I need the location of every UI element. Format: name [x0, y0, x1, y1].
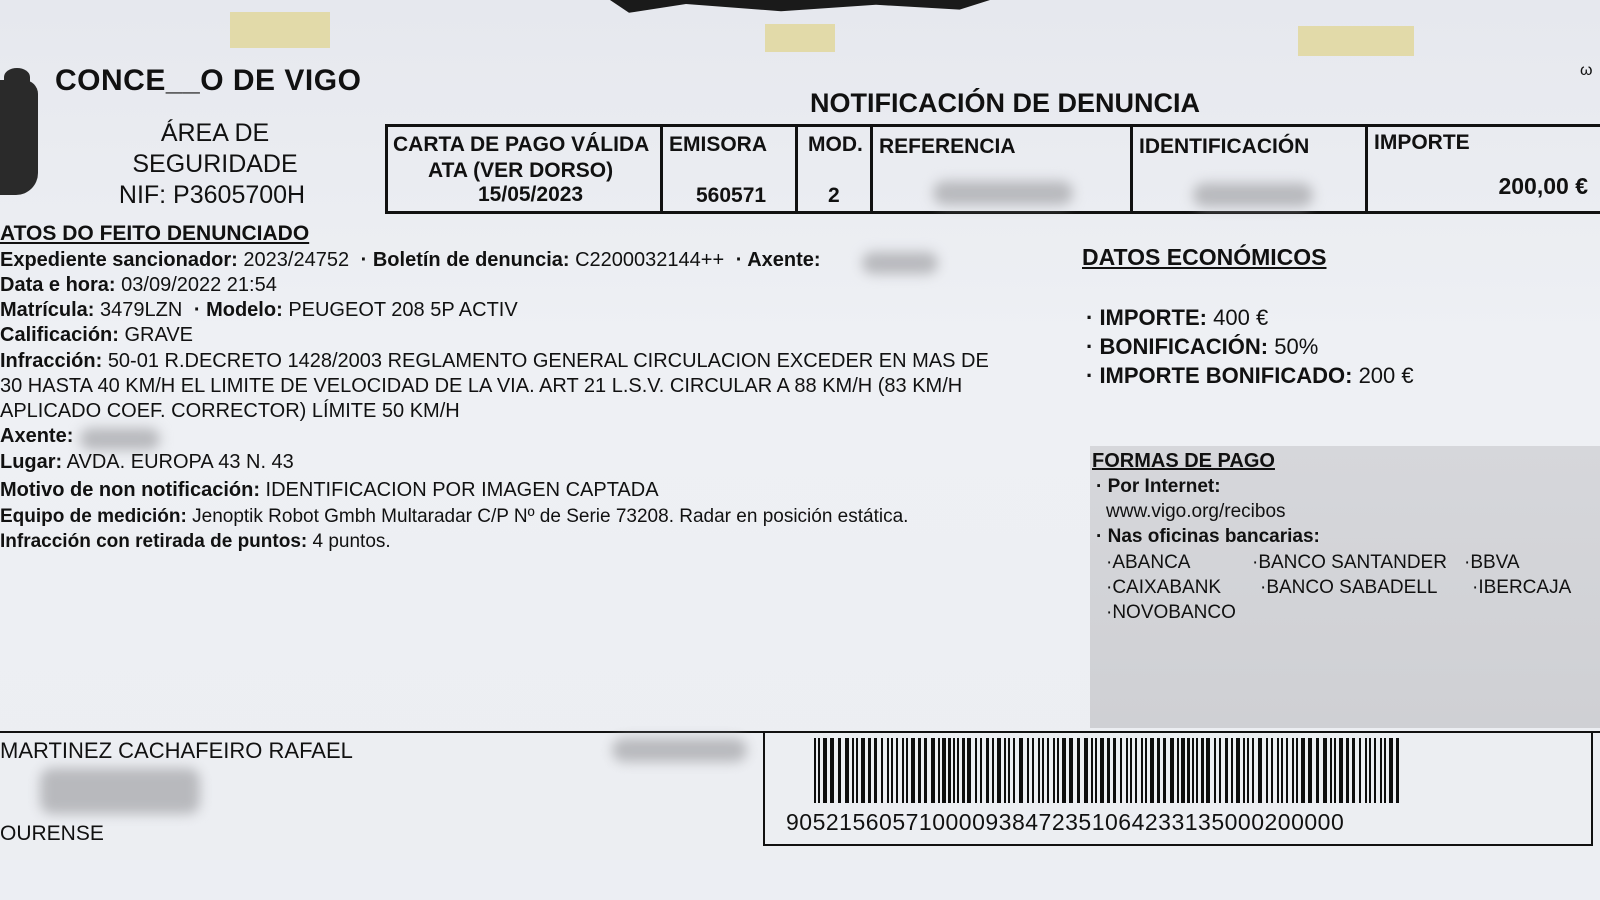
- barcode-bar: [861, 738, 865, 803]
- calificacion-value: GRAVE: [124, 324, 194, 346]
- barcode-bar: [1130, 738, 1132, 803]
- corner-mark: ω: [1580, 62, 1593, 79]
- barcode-bar: [1296, 738, 1298, 803]
- barcode-bar: [1292, 738, 1294, 803]
- barcode-bar: [874, 738, 877, 803]
- barcode-bar: [1206, 738, 1210, 803]
- payment-header-table: [385, 124, 1600, 214]
- barcode-bar: [1013, 738, 1015, 803]
- barcode-bar: [1214, 738, 1216, 803]
- barcode-bar: [852, 738, 854, 803]
- axente-label: Axente:: [0, 425, 74, 447]
- calificacion-row: [0, 324, 193, 347]
- barcode-bar: [918, 738, 921, 803]
- barcode-bar: [814, 738, 816, 803]
- barcode-bar: [1027, 738, 1029, 803]
- puntos-label: Infracción con retirada de puntos:: [0, 531, 308, 552]
- barcode-bar: [1047, 738, 1049, 803]
- barcode-bar: [1145, 738, 1147, 803]
- puntos-value: 4 puntos.: [312, 531, 391, 552]
- matricula-label: Matrícula:: [0, 299, 95, 321]
- internet-url[interactable]: www.vigo.org/recibos: [1106, 501, 1286, 522]
- internet-label: · Por Internet:: [1096, 476, 1221, 497]
- barcode-bar: [1352, 738, 1355, 803]
- importe-label: IMPORTE: [1374, 131, 1470, 154]
- barcode-bar: [1389, 738, 1393, 803]
- equipo-label: Equipo de medición:: [0, 506, 187, 527]
- referencia-cell: [870, 127, 1130, 213]
- barcode-bar: [1396, 738, 1399, 803]
- barcode-bar: [838, 738, 841, 803]
- identificacion-cell: [1130, 127, 1365, 213]
- barcode-bar: [1019, 738, 1023, 803]
- barcode-bar: [1113, 738, 1116, 803]
- barcode-bar: [1177, 738, 1179, 803]
- section-title-details: ATOS DO FEITO DENUNCIADO: [0, 222, 310, 245]
- carta-label-1: CARTA DE PAGO VÁLIDA: [393, 133, 650, 156]
- barcode-bar: [1069, 738, 1073, 803]
- bank-item: ·CAIXABANK: [1106, 577, 1222, 598]
- barcode-bar: [818, 738, 820, 803]
- barcode-bar: [1252, 738, 1254, 803]
- barcode-bar: [1334, 738, 1336, 803]
- redacted-axente-detail: [80, 428, 160, 450]
- barcode-bar: [1281, 738, 1283, 803]
- barcode-bar: [823, 738, 827, 803]
- barcode-bar: [1150, 738, 1154, 803]
- barcode-bar: [1380, 738, 1382, 803]
- barcode-bar: [1219, 738, 1221, 803]
- barcode-bar: [924, 738, 927, 803]
- document-title: NOTIFICACIÓN DE DENUNCIA: [810, 88, 1200, 118]
- barcode-bar: [1277, 738, 1279, 803]
- barcode-bar: [986, 738, 989, 803]
- importe-cell: [1365, 127, 1600, 213]
- tape-strip: [1298, 26, 1414, 56]
- bank-item: ·BANCO SABADELL: [1260, 577, 1438, 598]
- barcode-bar: [887, 738, 889, 803]
- barcode-bar: [1330, 738, 1332, 803]
- referencia-label: REFERENCIA: [879, 135, 1016, 158]
- barcode-bar: [868, 738, 871, 803]
- barcode-bar: [1247, 738, 1249, 803]
- carta-cell: [385, 127, 660, 213]
- infraccion-label: Infracción:: [0, 350, 103, 372]
- barcode-bar: [953, 738, 955, 803]
- recipient-city: OURENSE: [0, 822, 104, 845]
- barcode-bar: [896, 738, 898, 803]
- torn-edge: [610, 0, 990, 16]
- barcode-bar: [1057, 738, 1059, 803]
- infraccion-line-2: 30 HASTA 40 KM/H EL LIMITE DE VELOCIDAD DE LA VIA. ART 21 L.S.V. CIRCULAR A 88 KM/H (83 KM/H: [0, 375, 963, 397]
- barcode-bar: [1135, 738, 1137, 803]
- bank-item: ·BBVA: [1464, 552, 1520, 573]
- redacted-reference: [933, 181, 1073, 205]
- barcode-bar: [1126, 738, 1128, 803]
- mod-value: 2: [828, 184, 840, 207]
- barcode-bar: [997, 738, 1001, 803]
- nif: NIF: P3605700H: [118, 181, 306, 209]
- economic-bonificado-row: [1086, 363, 1414, 389]
- bank-item: ·BANCO SANTANDER: [1252, 552, 1447, 573]
- barcode-bar: [1095, 738, 1097, 803]
- identificacion-label: IDENTIFICACIÓN: [1139, 135, 1310, 158]
- barcode-bar: [830, 738, 834, 803]
- barcode-bar: [957, 738, 959, 803]
- barcode-bar: [992, 738, 994, 803]
- barcode-bar: [1365, 738, 1367, 803]
- economic-bonificado-label: · IMPORTE BONIFICADO:: [1086, 363, 1353, 388]
- barcode-bar: [1301, 738, 1305, 803]
- barcode-bar: [1231, 738, 1233, 803]
- equipo-value: Jenoptik Robot Gmbh Multaradar C/P Nº de Serie 73208. Radar en posición estática.: [192, 506, 909, 527]
- barcode-bar: [911, 738, 915, 803]
- infraccion-row: [0, 350, 989, 373]
- barcode-bar: [1141, 738, 1143, 803]
- barcode-bar: [967, 738, 971, 803]
- emisora-label: EMISORA: [669, 133, 768, 156]
- infraccion-line-3: APLICADO COEF. CORRECTOR) LÍMITE 50 KM/H: [0, 400, 460, 422]
- carta-date: 15/05/2023: [478, 183, 584, 206]
- barcode-bar: [1032, 738, 1034, 803]
- economic-bonificacion-row: [1086, 334, 1318, 360]
- area-line-2: SEGURIDADE: [132, 150, 298, 178]
- barcode-bar: [1374, 738, 1376, 803]
- carta-label-2: ATA (VER DORSO): [428, 159, 614, 182]
- motivo-row: [0, 479, 659, 502]
- axente-inline-label: · Axente:: [735, 249, 821, 271]
- data-value: 03/09/2022 21:54: [121, 274, 277, 296]
- barcode-bar: [1258, 738, 1262, 803]
- expediente-label: Expediente sancionador:: [0, 249, 238, 271]
- barcode-bar: [856, 738, 858, 803]
- barcode-bar: [1236, 738, 1240, 803]
- barcode-bar: [891, 738, 893, 803]
- infraccion-line-1: 50-01 R.DECRETO 1428/2003 REGLAMENTO GENERAL CIRCULACION EXCEDER EN MAS DE: [107, 350, 989, 372]
- boletin-value: C2200032144++: [575, 249, 725, 271]
- barcode-bar: [1187, 738, 1190, 803]
- lugar-label: Lugar:: [0, 451, 63, 473]
- matricula-value: 3479LZN: [100, 299, 183, 321]
- redacted-recipient-id: [612, 738, 747, 762]
- barcode-bar: [1286, 738, 1288, 803]
- banks-label: · Nas oficinas bancarias:: [1096, 526, 1320, 547]
- tape-strip: [230, 12, 330, 48]
- motivo-value: IDENTIFICACION POR IMAGEN CAPTADA: [265, 479, 659, 501]
- barcode-bar: [1225, 738, 1228, 803]
- payment-methods-title: FORMAS DE PAGO: [1092, 450, 1275, 472]
- lugar-row: [0, 451, 294, 474]
- barcode-bar: [1192, 738, 1194, 803]
- emisora-cell: [660, 127, 795, 213]
- barcode-number: 90521560571000093847235106423313500020000​0: [786, 809, 1345, 835]
- economic-bonificado-value: 200 €: [1358, 363, 1414, 388]
- importe-value: 200,00 €: [1498, 173, 1588, 199]
- data-label: Data e hora:: [0, 274, 116, 296]
- economic-importe-value: 400 €: [1213, 305, 1269, 330]
- bank-item: ·IBERCAJA: [1472, 577, 1572, 598]
- area-block: [120, 118, 310, 211]
- barcode-bar: [1091, 738, 1093, 803]
- barcode-bar: [975, 738, 977, 803]
- barcode-bar: [1271, 738, 1273, 803]
- barcode-bar: [1004, 738, 1006, 803]
- calificacion-label: Calificación:: [0, 324, 119, 346]
- payment-methods-box: [1090, 446, 1600, 728]
- tape-strip: [765, 24, 835, 52]
- puntos-row: [0, 531, 391, 553]
- barcode-bar: [881, 738, 883, 803]
- barcode-bar: [1339, 738, 1343, 803]
- barcode-bar: [1163, 738, 1166, 803]
- barcode-bar: [1062, 738, 1066, 803]
- data-row: [0, 274, 277, 297]
- economic-title: DATOS ECONÓMICOS: [1082, 244, 1327, 270]
- mod-label: MOD.: [808, 133, 863, 156]
- barcode-bar: [1384, 738, 1386, 803]
- barcode-bar: [845, 738, 849, 803]
- barcode-bar: [1346, 738, 1349, 803]
- barcode-bar: [1038, 738, 1040, 803]
- barcode-bar: [902, 738, 904, 803]
- coat-of-arms-icon: [0, 80, 38, 195]
- council-name: CONCE__O DE VIGO: [55, 64, 362, 97]
- mod-cell: [795, 127, 870, 213]
- modelo-label: · Modelo:: [193, 299, 283, 321]
- redacted-axente: [862, 252, 938, 274]
- barcode-bar: [1042, 738, 1044, 803]
- boletin-label: · Boletín de denuncia:: [360, 249, 570, 271]
- barcode-bar: [1120, 738, 1122, 803]
- economic-importe-label: · IMPORTE:: [1086, 305, 1207, 330]
- barcode-bar: [1077, 738, 1080, 803]
- barcode-bar: [1107, 738, 1110, 803]
- barcode-bar: [931, 738, 935, 803]
- barcode-bar: [1316, 738, 1319, 803]
- barcode-bar: [906, 738, 908, 803]
- emisora-value: 560571: [696, 184, 767, 207]
- barcode-bar: [1196, 738, 1198, 803]
- recipient-name: MARTINEZ CACHAFEIRO RAFAEL: [0, 738, 353, 763]
- barcode-bar: [1323, 738, 1327, 803]
- area-line-1: ÁREA DE: [160, 119, 270, 147]
- barcode-bar: [1201, 738, 1204, 803]
- barcode-bar: [1100, 738, 1104, 803]
- barcode-bar: [948, 738, 951, 803]
- matricula-row: [0, 299, 518, 322]
- axente-row: [0, 425, 73, 448]
- expediente-row: [0, 249, 821, 272]
- motivo-label: Motivo de non notificación:: [0, 479, 260, 501]
- barcode-bar: [938, 738, 940, 803]
- barcode-bar: [1008, 738, 1010, 803]
- barcode-bar: [1053, 738, 1055, 803]
- economic-bonificacion-label: · BONIFICACIÓN:: [1086, 334, 1269, 359]
- barcode-bar: [1308, 738, 1312, 803]
- barcode: [814, 738, 1400, 803]
- lugar-value: AVDA. EUROPA 43 N. 43: [66, 451, 294, 473]
- barcode-bar: [1181, 738, 1185, 803]
- barcode-bar: [1243, 738, 1245, 803]
- economic-importe-row: [1086, 305, 1268, 331]
- economic-bonificacion-value: 50%: [1274, 334, 1319, 359]
- barcode-bar: [1157, 738, 1160, 803]
- barcode-bar: [1084, 738, 1088, 803]
- barcode-bar: [1369, 738, 1371, 803]
- expediente-value: 2023/24752: [243, 249, 350, 271]
- barcode-bar: [980, 738, 982, 803]
- equipo-row: [0, 506, 908, 528]
- modelo-value: PEUGEOT 208 5P ACTIV: [288, 299, 518, 321]
- redacted-address: [40, 768, 200, 814]
- barcode-bar: [962, 738, 965, 803]
- barcode-bar: [1170, 738, 1174, 803]
- barcode-bar: [1266, 738, 1268, 803]
- redacted-identification: [1193, 183, 1313, 207]
- barcode-bar: [942, 738, 946, 803]
- bank-item: ·ABANCA: [1106, 552, 1191, 573]
- bank-item: ·NOVOBANCO: [1106, 602, 1236, 623]
- barcode-bar: [1359, 738, 1361, 803]
